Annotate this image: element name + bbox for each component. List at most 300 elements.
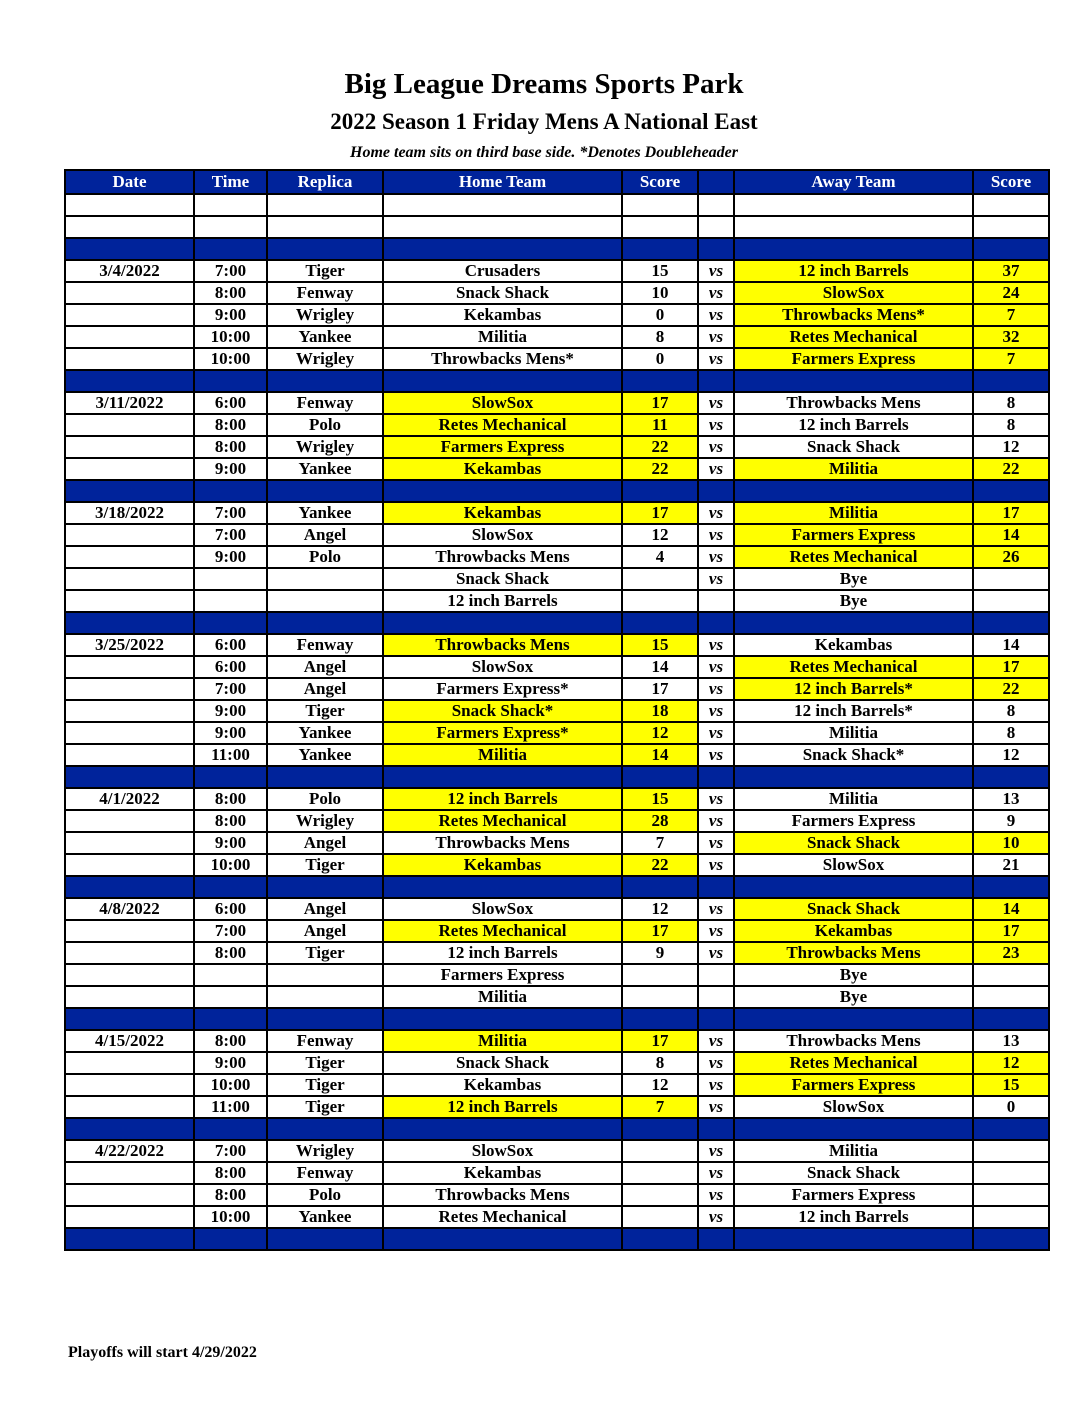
date-cell (65, 1184, 194, 1206)
replica-cell: Wrigley (267, 810, 383, 832)
replica-cell: Wrigley (267, 436, 383, 458)
game-row (65, 942, 1049, 964)
replica-cell (267, 766, 383, 788)
game-row (65, 1074, 1049, 1096)
week-separator-row (65, 1008, 1049, 1030)
replica-cell (267, 1228, 383, 1250)
time-cell (194, 480, 267, 502)
replica-cell (267, 1008, 383, 1030)
week-separator-row (65, 238, 1049, 260)
home-score-cell: 10 (622, 282, 698, 304)
home-team-cell: Kekambas (383, 458, 622, 480)
game-row (65, 854, 1049, 876)
home-team-cell: Throwbacks Mens (383, 1184, 622, 1206)
vs-cell: vs (698, 414, 734, 436)
date-cell: 4/8/2022 (65, 898, 194, 920)
home-score-cell (622, 964, 698, 986)
home-team-cell: Kekambas (383, 1074, 622, 1096)
replica-cell: Yankee (267, 1206, 383, 1228)
date-cell (65, 370, 194, 392)
date-cell (65, 854, 194, 876)
home-score-cell: 22 (622, 458, 698, 480)
vs-cell: vs (698, 1162, 734, 1184)
time-cell (194, 238, 267, 260)
time-cell: 8:00 (194, 282, 267, 304)
home-team-cell: Kekambas (383, 502, 622, 524)
col-header-replica: Replica (267, 170, 383, 194)
home-score-cell: 0 (622, 348, 698, 370)
away-team-cell: Throwbacks Mens (734, 1030, 973, 1052)
week-separator-row (65, 876, 1049, 898)
col-header-vs (698, 170, 734, 194)
away-score-cell: 14 (973, 898, 1049, 920)
week-separator-row (65, 1228, 1049, 1250)
home-score-cell (622, 1118, 698, 1140)
home-team-cell: Militia (383, 1030, 622, 1052)
away-score-cell (973, 194, 1049, 216)
home-score-cell: 12 (622, 898, 698, 920)
away-team-cell (734, 480, 973, 502)
away-team-cell: Militia (734, 458, 973, 480)
vs-cell (698, 1008, 734, 1030)
date-cell (65, 920, 194, 942)
date-cell: 3/25/2022 (65, 634, 194, 656)
time-cell: 9:00 (194, 546, 267, 568)
away-team-cell: SlowSox (734, 1096, 973, 1118)
replica-cell: Fenway (267, 392, 383, 414)
home-score-cell: 15 (622, 260, 698, 282)
away-team-cell: Snack Shack* (734, 744, 973, 766)
vs-cell: vs (698, 1074, 734, 1096)
vs-cell: vs (698, 1206, 734, 1228)
game-row (65, 744, 1049, 766)
home-score-cell: 12 (622, 1074, 698, 1096)
game-row (65, 568, 1049, 590)
away-team-cell (734, 1228, 973, 1250)
col-header-away-team: Away Team (734, 170, 973, 194)
away-team-cell: Farmers Express (734, 1184, 973, 1206)
away-team-cell: SlowSox (734, 854, 973, 876)
vs-cell: vs (698, 1052, 734, 1074)
replica-cell: Tiger (267, 260, 383, 282)
date-cell (65, 216, 194, 238)
away-team-cell (734, 370, 973, 392)
vs-cell: vs (698, 1140, 734, 1162)
vs-cell (698, 1228, 734, 1250)
date-cell (65, 238, 194, 260)
away-team-cell: Militia (734, 1140, 973, 1162)
home-score-cell (622, 1184, 698, 1206)
replica-cell: Yankee (267, 458, 383, 480)
home-team-cell: Snack Shack (383, 282, 622, 304)
away-team-cell: SlowSox (734, 282, 973, 304)
away-score-cell (973, 590, 1049, 612)
date-cell (65, 568, 194, 590)
away-team-cell: Kekambas (734, 920, 973, 942)
game-row (65, 986, 1049, 1008)
time-cell: 9:00 (194, 700, 267, 722)
away-team-cell (734, 238, 973, 260)
game-row (65, 348, 1049, 370)
schedule-note: Home team sits on third base side. *Denotes Doubleheader (350, 144, 738, 161)
away-team-cell: Throwbacks Mens (734, 942, 973, 964)
game-row (65, 1030, 1049, 1052)
date-cell (65, 964, 194, 986)
home-team-cell: Throwbacks Mens (383, 546, 622, 568)
home-team-cell (383, 370, 622, 392)
replica-cell: Angel (267, 832, 383, 854)
game-row (65, 1140, 1049, 1162)
replica-cell: Fenway (267, 1162, 383, 1184)
away-score-cell: 22 (973, 458, 1049, 480)
away-score-cell: 37 (973, 260, 1049, 282)
time-cell: 8:00 (194, 810, 267, 832)
away-team-cell: Bye (734, 986, 973, 1008)
date-cell (65, 458, 194, 480)
time-cell (194, 1228, 267, 1250)
away-team-cell: Farmers Express (734, 348, 973, 370)
home-team-cell (383, 480, 622, 502)
away-score-cell: 8 (973, 414, 1049, 436)
time-cell: 8:00 (194, 1030, 267, 1052)
home-team-cell: 12 inch Barrels (383, 942, 622, 964)
home-score-cell (622, 766, 698, 788)
time-cell: 10:00 (194, 1074, 267, 1096)
replica-cell: Tiger (267, 942, 383, 964)
away-team-cell: Militia (734, 722, 973, 744)
vs-cell: vs (698, 656, 734, 678)
game-row (65, 392, 1049, 414)
date-cell: 4/1/2022 (65, 788, 194, 810)
away-score-cell (973, 876, 1049, 898)
home-team-cell (383, 1118, 622, 1140)
time-cell: 7:00 (194, 1140, 267, 1162)
home-score-cell (622, 194, 698, 216)
date-cell (65, 656, 194, 678)
home-team-cell: Throwbacks Mens (383, 832, 622, 854)
vs-cell: vs (698, 744, 734, 766)
vs-cell: vs (698, 854, 734, 876)
date-cell (65, 1008, 194, 1030)
replica-cell: Wrigley (267, 304, 383, 326)
game-row (65, 1206, 1049, 1228)
time-cell: 7:00 (194, 920, 267, 942)
vs-cell: vs (698, 1030, 734, 1052)
replica-cell: Angel (267, 678, 383, 700)
vs-cell: vs (698, 634, 734, 656)
vs-cell (698, 1118, 734, 1140)
vs-cell: vs (698, 524, 734, 546)
home-score-cell (622, 1162, 698, 1184)
away-score-cell: 9 (973, 810, 1049, 832)
replica-cell: Angel (267, 524, 383, 546)
away-score-cell: 23 (973, 942, 1049, 964)
date-cell (65, 436, 194, 458)
vs-cell: vs (698, 392, 734, 414)
date-cell (65, 1118, 194, 1140)
replica-cell: Polo (267, 546, 383, 568)
game-row (65, 700, 1049, 722)
date-cell (65, 876, 194, 898)
game-row (65, 810, 1049, 832)
home-score-cell: 9 (622, 942, 698, 964)
away-team-cell: Kekambas (734, 634, 973, 656)
date-cell (65, 678, 194, 700)
date-cell (65, 326, 194, 348)
away-score-cell: 15 (973, 1074, 1049, 1096)
home-score-cell: 15 (622, 634, 698, 656)
away-score-cell (973, 1008, 1049, 1030)
home-score-cell: 14 (622, 744, 698, 766)
away-team-cell: 12 inch Barrels* (734, 700, 973, 722)
col-header-time: Time (194, 170, 267, 194)
vs-cell (698, 480, 734, 502)
time-cell (194, 216, 267, 238)
home-team-cell: Retes Mechanical (383, 920, 622, 942)
time-cell (194, 194, 267, 216)
date-cell (65, 524, 194, 546)
time-cell: 6:00 (194, 656, 267, 678)
blank-row (65, 194, 1049, 216)
week-separator-row (65, 480, 1049, 502)
game-row (65, 832, 1049, 854)
replica-cell: Polo (267, 414, 383, 436)
game-row (65, 656, 1049, 678)
away-team-cell: Bye (734, 964, 973, 986)
home-score-cell: 14 (622, 656, 698, 678)
home-team-cell (383, 1008, 622, 1030)
away-team-cell: Snack Shack (734, 898, 973, 920)
col-header-home-score: Score (622, 170, 698, 194)
time-cell: 9:00 (194, 304, 267, 326)
home-score-cell: 12 (622, 524, 698, 546)
home-score-cell: 0 (622, 304, 698, 326)
home-score-cell (622, 480, 698, 502)
away-score-cell: 21 (973, 854, 1049, 876)
replica-cell: Angel (267, 920, 383, 942)
home-score-cell (622, 1228, 698, 1250)
playoffs-note: Playoffs will start 4/29/2022 (68, 1344, 257, 1361)
home-score-cell: 28 (622, 810, 698, 832)
date-cell (65, 480, 194, 502)
time-cell (194, 964, 267, 986)
vs-cell: vs (698, 1184, 734, 1206)
home-team-cell: Militia (383, 326, 622, 348)
home-score-cell: 4 (622, 546, 698, 568)
away-score-cell: 26 (973, 546, 1049, 568)
date-cell (65, 942, 194, 964)
replica-cell: Tiger (267, 700, 383, 722)
home-team-cell: Farmers Express* (383, 722, 622, 744)
away-score-cell: 13 (973, 1030, 1049, 1052)
home-team-cell: SlowSox (383, 392, 622, 414)
home-team-cell: Kekambas (383, 304, 622, 326)
away-team-cell: Farmers Express (734, 810, 973, 832)
vs-cell: vs (698, 832, 734, 854)
time-cell: 8:00 (194, 436, 267, 458)
replica-cell (267, 876, 383, 898)
time-cell: 8:00 (194, 1162, 267, 1184)
time-cell: 9:00 (194, 832, 267, 854)
away-score-cell: 22 (973, 678, 1049, 700)
time-cell (194, 876, 267, 898)
time-cell (194, 612, 267, 634)
away-team-cell (734, 1118, 973, 1140)
time-cell: 10:00 (194, 1206, 267, 1228)
vs-cell: vs (698, 920, 734, 942)
away-team-cell: Throwbacks Mens (734, 392, 973, 414)
away-score-cell (973, 1206, 1049, 1228)
home-team-cell (383, 238, 622, 260)
away-team-cell: Snack Shack (734, 1162, 973, 1184)
home-team-cell: 12 inch Barrels (383, 1096, 622, 1118)
away-team-cell: 12 inch Barrels (734, 260, 973, 282)
home-team-cell: Militia (383, 744, 622, 766)
home-team-cell: Snack Shack (383, 1052, 622, 1074)
away-score-cell: 8 (973, 700, 1049, 722)
away-score-cell (973, 1118, 1049, 1140)
away-score-cell: 8 (973, 722, 1049, 744)
time-cell: 6:00 (194, 898, 267, 920)
replica-cell: Polo (267, 1184, 383, 1206)
home-score-cell: 11 (622, 414, 698, 436)
game-row (65, 436, 1049, 458)
away-team-cell: Retes Mechanical (734, 326, 973, 348)
away-score-cell (973, 612, 1049, 634)
game-row (65, 1052, 1049, 1074)
home-score-cell: 17 (622, 1030, 698, 1052)
vs-cell: vs (698, 304, 734, 326)
vs-cell: vs (698, 260, 734, 282)
home-score-cell: 7 (622, 1096, 698, 1118)
vs-cell: vs (698, 788, 734, 810)
page-subtitle: 2022 Season 1 Friday Mens A National East (330, 109, 758, 134)
home-team-cell (383, 876, 622, 898)
home-team-cell: Retes Mechanical (383, 1206, 622, 1228)
replica-cell (267, 612, 383, 634)
away-score-cell: 17 (973, 502, 1049, 524)
home-score-cell (622, 216, 698, 238)
time-cell (194, 370, 267, 392)
week-separator-row (65, 766, 1049, 788)
week-separator-row (65, 612, 1049, 634)
home-team-cell: Farmers Express (383, 964, 622, 986)
home-team-cell: Throwbacks Mens (383, 634, 622, 656)
game-row (65, 898, 1049, 920)
away-team-cell (734, 612, 973, 634)
replica-cell: Wrigley (267, 348, 383, 370)
home-team-cell: 12 inch Barrels (383, 788, 622, 810)
game-row (65, 1184, 1049, 1206)
vs-cell (698, 238, 734, 260)
away-team-cell: Snack Shack (734, 832, 973, 854)
replica-cell: Tiger (267, 1096, 383, 1118)
home-score-cell (622, 612, 698, 634)
away-score-cell (973, 986, 1049, 1008)
date-cell (65, 1228, 194, 1250)
replica-cell: Yankee (267, 722, 383, 744)
game-row (65, 964, 1049, 986)
vs-cell: vs (698, 568, 734, 590)
home-team-cell: 12 inch Barrels (383, 590, 622, 612)
game-row (65, 524, 1049, 546)
date-cell: 3/4/2022 (65, 260, 194, 282)
home-team-cell (383, 194, 622, 216)
home-score-cell: 17 (622, 392, 698, 414)
away-score-cell (973, 1228, 1049, 1250)
vs-cell: vs (698, 436, 734, 458)
home-score-cell (622, 1140, 698, 1162)
vs-cell: vs (698, 810, 734, 832)
date-cell (65, 304, 194, 326)
date-cell (65, 546, 194, 568)
away-team-cell: Snack Shack (734, 436, 973, 458)
home-team-cell: Kekambas (383, 854, 622, 876)
home-team-cell: Militia (383, 986, 622, 1008)
game-row (65, 1096, 1049, 1118)
col-header-date: Date (65, 170, 194, 194)
date-cell (65, 1052, 194, 1074)
away-score-cell: 0 (973, 1096, 1049, 1118)
game-row (65, 326, 1049, 348)
away-score-cell (973, 216, 1049, 238)
time-cell (194, 986, 267, 1008)
away-team-cell: 12 inch Barrels (734, 1206, 973, 1228)
time-cell: 8:00 (194, 788, 267, 810)
week-separator-row (65, 1118, 1049, 1140)
home-score-cell: 12 (622, 722, 698, 744)
away-team-cell: Retes Mechanical (734, 656, 973, 678)
date-cell (65, 414, 194, 436)
away-team-cell: Bye (734, 590, 973, 612)
replica-cell: Tiger (267, 1052, 383, 1074)
away-score-cell: 10 (973, 832, 1049, 854)
away-score-cell: 12 (973, 436, 1049, 458)
replica-cell (267, 216, 383, 238)
replica-cell (267, 590, 383, 612)
replica-cell: Tiger (267, 854, 383, 876)
replica-cell: Yankee (267, 502, 383, 524)
col-header-home-team: Home Team (383, 170, 622, 194)
date-cell (65, 700, 194, 722)
vs-cell: vs (698, 678, 734, 700)
home-team-cell: Kekambas (383, 1162, 622, 1184)
away-team-cell: Farmers Express (734, 1074, 973, 1096)
date-cell (65, 1074, 194, 1096)
date-cell (65, 744, 194, 766)
week-separator-row (65, 370, 1049, 392)
date-cell (65, 194, 194, 216)
time-cell: 11:00 (194, 744, 267, 766)
home-team-cell (383, 1228, 622, 1250)
game-row (65, 304, 1049, 326)
away-score-cell: 13 (973, 788, 1049, 810)
date-cell (65, 722, 194, 744)
time-cell: 10:00 (194, 348, 267, 370)
time-cell (194, 1118, 267, 1140)
time-cell: 9:00 (194, 722, 267, 744)
home-team-cell: SlowSox (383, 1140, 622, 1162)
time-cell: 8:00 (194, 1184, 267, 1206)
home-score-cell (622, 986, 698, 1008)
game-row (65, 920, 1049, 942)
home-team-cell (383, 766, 622, 788)
home-team-cell: Retes Mechanical (383, 414, 622, 436)
away-team-cell: 12 inch Barrels (734, 414, 973, 436)
away-score-cell: 24 (973, 282, 1049, 304)
time-cell (194, 590, 267, 612)
date-cell (65, 1206, 194, 1228)
